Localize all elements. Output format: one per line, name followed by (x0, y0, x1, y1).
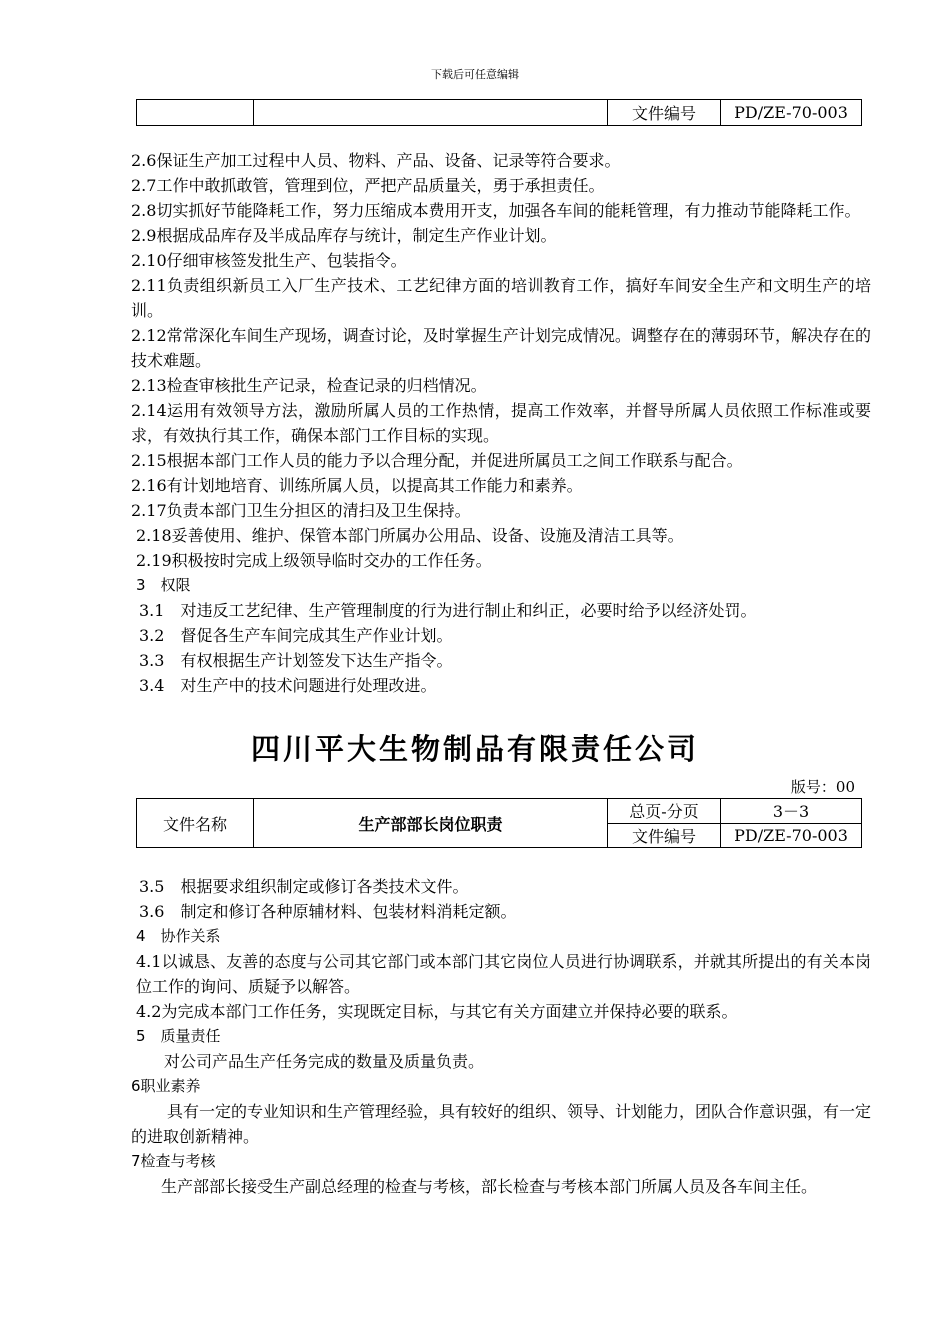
duty-item: 2.17负责本部门卫生分担区的清扫及卫生保持。 (131, 501, 471, 520)
duty-item: 2.12常常深化车间生产现场，调查讨论，及时掌握生产计划完成情况。调整存在的薄弱环节，解决存在的技术难题。 (131, 326, 871, 370)
authority-item: 3.4 对生产中的技术问题进行处理改进。 (139, 676, 437, 695)
header-empty-cell-2 (254, 100, 608, 126)
doc-no-value: PD/ZE-70-003 (721, 100, 862, 126)
duty-item: 2.13检查审核批生产记录，检查记录的归档情况。 (131, 376, 487, 395)
page-value: 3－3 (721, 799, 862, 824)
duty-item: 2.10仔细审核签发批生产、包装指令。 (131, 251, 407, 270)
doc-no-label: 文件编号 (608, 100, 721, 126)
doc-no-label: 文件编号 (608, 823, 721, 848)
authority-item: 3.2 督促各生产车间完成其生产作业计划。 (139, 626, 453, 645)
header-table-top (136, 99, 862, 126)
company-name: 四川平大生物制品有限责任公司 (250, 732, 699, 766)
coop-item: 4.1以诚恳、友善的态度与公司其它部门或本部门其它岗位人员进行协调联系，并就其所提出的有关本岗位工作的询问、质疑予以解答。 (136, 952, 871, 996)
duty-item: 2.9根据成品库存及半成品库存与统计，制定生产作业计划。 (131, 226, 557, 245)
authority-item: 3.3 有权根据生产计划签发下达生产指令。 (139, 651, 453, 670)
authority-item: 3.5 根据要求组织制定或修订各类技术文件。 (139, 877, 469, 896)
top-note: 下载后可任意编辑 (431, 68, 519, 81)
duties-list (131, 148, 871, 698)
duty-item: 2.6保证生产加工过程中人员、物料、产品、设备、记录等符合要求。 (131, 151, 621, 170)
section-heading-coop: 4 协作关系 (136, 927, 221, 945)
page-continued (131, 874, 871, 1199)
duty-item: 2.16有计划地培育、训练所属人员，以提高其工作能力和素养。 (131, 476, 583, 495)
header-table-main (136, 798, 862, 848)
section-heading-professional: 6职业素养 (131, 1077, 201, 1095)
file-name-label: 文件名称 (137, 799, 254, 848)
duty-item: 2.8切实抓好节能降耗工作，努力压缩成本费用开支，加强各车间的能耗管理，有力推动节能降耗工作。 (131, 201, 861, 220)
doc-no-value: PD/ZE-70-003 (721, 823, 862, 848)
header-empty-cell-1 (137, 100, 254, 126)
coop-item: 4.2为完成本部门工作任务，实现既定目标，与其它有关方面建立并保持必要的联系。 (136, 1002, 738, 1021)
authority-item: 3.1 对违反工艺纪律、生产管理制度的行为进行制止和纠正，必要时给予以经济处罚。 (139, 601, 757, 620)
page-label: 总页-分页 (608, 799, 721, 824)
duty-item: 2.14运用有效领导方法，激励所属人员的工作热情，提高工作效率，并督导所属人员依照工作标准或要求，有效执行其工作，确保本部门工作目标的实现。 (131, 401, 871, 445)
authority-item: 3.6 制定和修订各种原辅材料、包装材料消耗定额。 (139, 902, 517, 921)
section-heading-quality: 5 质量责任 (136, 1027, 221, 1045)
version-number: 版号：00 (790, 778, 855, 796)
duty-item: 2.11负责组织新员工入厂生产技术、工艺纪律方面的培训教育工作，搞好车间安全生产和文明生产的培训。 (131, 276, 871, 320)
quality-text: 对公司产品生产任务完成的数量及质量负责。 (164, 1052, 485, 1071)
professional-text: 具有一定的专业知识和生产管理经验，具有较好的组织、领导、计划能力，团队合作意识强，有一定的进取创新精神。 (131, 1102, 872, 1146)
duty-item: 2.15根据本部门工作人员的能力予以合理分配，并促进所属员工之间工作联系与配合。 (131, 451, 743, 470)
section-heading-check: 7检查与考核 (131, 1152, 216, 1170)
check-text: 生产部部长接受生产副总经理的检查与考核，部长检查与考核本部门所属人员及各车间主任。 (161, 1177, 818, 1196)
duty-item: 2.19积极按时完成上级领导临时交办的工作任务。 (136, 551, 492, 570)
section-heading-authority: 3 权限 (136, 576, 191, 594)
doc-title: 生产部部长岗位职责 (254, 799, 608, 848)
duty-item: 2.7工作中敢抓敢管，管理到位，严把产品质量关，勇于承担责任。 (131, 176, 605, 195)
duty-item: 2.18妥善使用、维护、保管本部门所属办公用品、设备、设施及清洁工具等。 (136, 526, 684, 545)
